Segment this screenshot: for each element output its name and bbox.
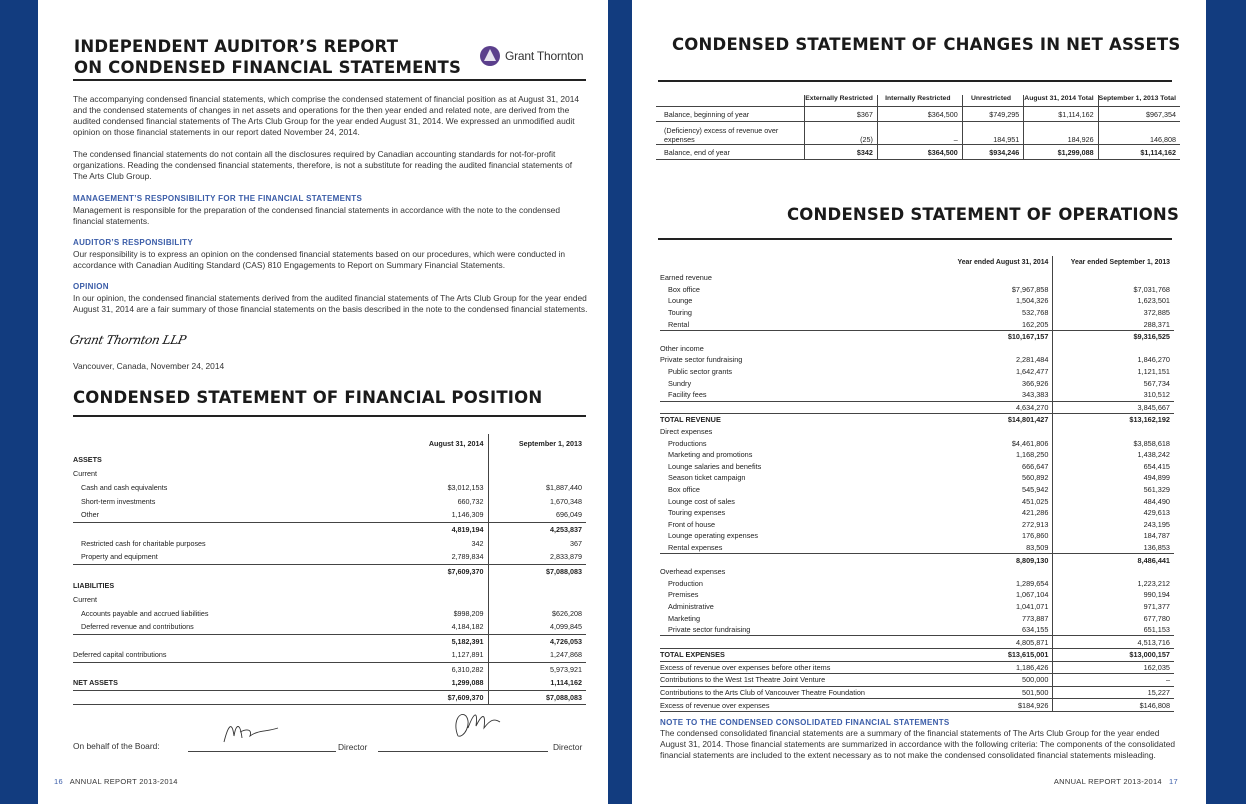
- fp-row-label: Other: [81, 510, 99, 520]
- ops-row-label: Overhead expenses: [660, 567, 726, 577]
- ops-row-2014: 451,025: [940, 495, 1053, 507]
- ops-row-2013: [1053, 272, 1174, 284]
- fp-row-2013: [488, 578, 586, 592]
- table-row: [73, 606, 586, 620]
- ops-row-2013: 243,195: [1143, 519, 1170, 529]
- table-row: [660, 624, 1174, 636]
- firm-signature: Grant Thornton LLP: [68, 333, 188, 347]
- ops-row-label: Public sector grants: [668, 367, 733, 377]
- fp-row-2014: $998,209: [390, 606, 488, 620]
- fp-row-2014: 6,310,282: [390, 662, 488, 676]
- table-row: [660, 661, 1174, 674]
- table-row: [660, 674, 1174, 687]
- table-row: [73, 662, 586, 676]
- ops-row-2013: –: [1053, 674, 1174, 687]
- table-row: [660, 343, 1174, 355]
- fp-row-label: [73, 522, 390, 536]
- fp-row-2013: $626,208: [552, 608, 582, 618]
- ops-row-2014: 421,286: [940, 507, 1053, 519]
- table-row: [73, 452, 586, 466]
- right-footer-text: ANNUAL REPORT 2013-2014: [1053, 777, 1162, 786]
- cna-row-value: $367: [805, 107, 878, 122]
- ops-row-label: Season ticket campaign: [668, 473, 746, 483]
- table-row: [73, 578, 586, 592]
- ops-row-2013: [1053, 426, 1174, 438]
- table-row: [660, 636, 1174, 649]
- note-heading: NOTE TO THE CONDENSED CONSOLIDATED FINANCIAL STATEMENTS: [660, 718, 950, 727]
- table-row: [660, 601, 1174, 613]
- fp-row-label: Restricted cash for charitable purposes: [81, 538, 206, 548]
- ops-row-label: TOTAL EXPENSES: [660, 649, 940, 662]
- ops-row-2014: 1,067,104: [940, 589, 1053, 601]
- cna-row-value: 184,951: [962, 122, 1024, 145]
- table-row: [660, 577, 1174, 589]
- ops-row-2014: 1,289,654: [940, 577, 1053, 589]
- cna-row-value: –: [877, 122, 962, 145]
- ops-row-2013: 651,153: [1053, 624, 1174, 636]
- fp-row-2013: $7,088,083: [488, 690, 586, 704]
- table-row: [660, 437, 1174, 449]
- ops-row-2014: 2,281,484: [940, 354, 1053, 366]
- fp-row-2014: $7,609,370: [390, 690, 488, 704]
- financial-position-rule: [73, 415, 586, 417]
- ops-row-2014: 1,504,326: [940, 295, 1053, 307]
- table-row: [73, 564, 586, 578]
- fp-row-2013: 1,670,348: [550, 496, 582, 506]
- ops-row-2014: 532,768: [940, 307, 1053, 319]
- ops-row-2013: 561,329: [1143, 484, 1170, 494]
- ops-row-2014: [940, 343, 1053, 355]
- changes-table: [656, 95, 1180, 160]
- management-heading: MANAGEMENT’S RESPONSIBILITY FOR THE FINANCIAL STATEMENTS: [73, 194, 363, 203]
- cna-row-label: Balance, beginning of year: [656, 107, 805, 122]
- ops-row-2013: $9,316,525: [1053, 330, 1174, 342]
- table-row: [73, 522, 586, 536]
- table-row: [660, 566, 1174, 578]
- cna-row-value: $364,500: [877, 145, 962, 160]
- ops-row-label: Private sector fundraising: [660, 624, 940, 636]
- operations-title: CONDENSED STATEMENT OF OPERATIONS: [787, 205, 1180, 224]
- auditor-heading: AUDITOR’S RESPONSIBILITY: [73, 238, 193, 247]
- table-row: [660, 461, 1174, 473]
- ops-row-2013: 990,194: [1143, 590, 1170, 600]
- table-row: [660, 699, 1174, 712]
- left-footer: [54, 777, 178, 786]
- director-label-2: Director: [553, 742, 583, 752]
- cna-row-value: $749,295: [962, 107, 1024, 122]
- table-row: [660, 530, 1174, 542]
- board-label: On behalf of the Board:: [73, 741, 160, 751]
- ops-row-2014: 1,642,477: [940, 366, 1053, 378]
- fp-row-label: Short-term investments: [81, 496, 156, 506]
- table-row: [660, 589, 1174, 601]
- cna-row-value: 184,926: [1024, 122, 1098, 145]
- left-footer-text: ANNUAL REPORT 2013-2014: [69, 777, 178, 786]
- ops-row-2013: [1053, 566, 1174, 578]
- fp-row-label: LIABILITIES: [73, 580, 115, 590]
- ops-row-2014: 272,913: [940, 518, 1053, 530]
- ops-row-2013: 1,121,151: [1137, 367, 1170, 377]
- fp-row-2014: 1,127,891: [390, 648, 488, 662]
- cna-row-value: $1,299,088: [1024, 145, 1098, 160]
- cna-head-4: September 1, 2013 Total: [1098, 95, 1180, 107]
- logo-mark-icon: [480, 46, 500, 66]
- ops-row-label: [660, 401, 940, 414]
- ops-row-label: [660, 554, 940, 566]
- table-row: [660, 318, 1174, 330]
- ops-row-label: Rental expenses: [660, 542, 940, 554]
- fp-row-2014: $3,012,153: [390, 480, 488, 494]
- ops-row-2013: 1,438,242: [1137, 450, 1170, 460]
- table-row: [660, 484, 1174, 496]
- ops-row-label: Sundry: [668, 378, 692, 388]
- ops-row-2013: $7,031,768: [1133, 284, 1170, 294]
- ops-row-label: Box office: [668, 484, 700, 494]
- ops-row-2014: [940, 426, 1053, 438]
- ops-row-label: Other income: [660, 343, 704, 353]
- fp-row-label: Property and equipment: [81, 552, 158, 562]
- ops-row-label: Lounge operating expenses: [668, 531, 759, 541]
- fp-row-label: ASSETS: [73, 454, 102, 464]
- fp-row-2013: $1,887,440: [546, 482, 582, 492]
- ops-row-2013: 4,513,716: [1053, 636, 1174, 649]
- fp-row-2014: 1,299,088: [390, 676, 488, 690]
- signature-line-2: [378, 751, 548, 752]
- ops-row-2014: [940, 566, 1053, 578]
- ops-row-2014: 1,041,071: [940, 601, 1053, 613]
- ops-row-label: Lounge salaries and benefits: [668, 461, 762, 471]
- fp-row-2013: 4,726,053: [488, 634, 586, 648]
- table-row: [656, 107, 1180, 122]
- fp-row-2014: [390, 592, 488, 606]
- table-row: [660, 272, 1174, 284]
- ops-row-2014: $13,615,001: [940, 649, 1053, 662]
- ops-row-2014: 8,809,130: [940, 554, 1053, 566]
- ops-row-2013: 567,734: [1143, 378, 1170, 388]
- ops-row-label: Direct expenses: [660, 427, 713, 437]
- table-row: [73, 592, 586, 606]
- ops-row-2014: $184,926: [940, 699, 1053, 712]
- ops-row-2013: 310,512: [1053, 389, 1174, 401]
- ops-row-2013: 372,885: [1143, 308, 1170, 318]
- ops-label-header: [660, 256, 940, 272]
- cna-row-value: $967,354: [1098, 107, 1180, 122]
- ops-row-2013: 971,377: [1143, 601, 1170, 611]
- ops-row-label: Production: [668, 578, 703, 588]
- ops-row-2014: 83,509: [940, 542, 1053, 554]
- cna-row-label: Balance, end of year: [656, 145, 805, 160]
- grant-thornton-logo: [480, 45, 583, 67]
- fp-row-2013: 367: [570, 538, 582, 548]
- table-row: [73, 634, 586, 648]
- director-label-1: Director: [338, 742, 368, 752]
- ops-row-2013: 162,035: [1053, 661, 1174, 674]
- title-line-2: ON CONDENSED FINANCIAL STATEMENTS: [74, 58, 462, 77]
- ops-col-2013: Year ended September 1, 2013: [1070, 259, 1170, 266]
- table-row: [73, 690, 586, 704]
- table-row: [656, 122, 1180, 145]
- fp-row-label: Deferred revenue and contributions: [81, 622, 194, 632]
- fp-row-2013: $7,088,083: [488, 564, 586, 578]
- fp-row-2014: $7,609,370: [390, 564, 488, 578]
- ops-row-2014: $14,801,427: [940, 414, 1053, 426]
- financial-position-title: CONDENSED STATEMENT OF FINANCIAL POSITION: [73, 388, 543, 407]
- cna-head-1: Internally Restricted: [877, 95, 962, 107]
- ops-row-2013: 3,845,667: [1053, 401, 1174, 414]
- ops-row-2014: 1,168,250: [940, 449, 1053, 461]
- fp-row-2013: [488, 592, 586, 606]
- ops-row-2013: 654,415: [1143, 461, 1170, 471]
- fp-row-2014: 660,732: [390, 494, 488, 508]
- ops-row-label: Excess of revenue over expenses: [660, 699, 940, 712]
- fp-row-label: [73, 564, 390, 578]
- fp-row-2013: 4,099,845: [550, 622, 582, 632]
- right-page: [632, 0, 1206, 804]
- table-row: [660, 307, 1174, 319]
- ops-row-2014: 560,892: [940, 472, 1053, 484]
- auditor-text: Our responsibility is to express an opinion on the condensed financial statements based on our procedures, which were conducted in accordance with Canadian Auditing Standard (CAS) 810 Engagements to Report on Summary Financial Statements.: [73, 249, 566, 270]
- fp-col-2014: August 31, 2014: [390, 434, 488, 452]
- cna-row-value: $342: [805, 145, 878, 160]
- table-row: [73, 536, 586, 550]
- ops-row-2013: $13,000,157: [1053, 649, 1174, 662]
- opinion-heading: OPINION: [73, 282, 109, 291]
- ops-row-2013: 1,623,501: [1137, 296, 1170, 306]
- ops-row-label: Touring: [668, 308, 692, 318]
- title-rule: [73, 79, 586, 81]
- ops-row-2013: 429,613: [1143, 508, 1170, 518]
- cna-row-value: 146,808: [1098, 122, 1180, 145]
- table-row: [660, 449, 1174, 461]
- changes-title: CONDENSED STATEMENT OF CHANGES IN NET ASSETS: [672, 35, 1181, 54]
- table-row: [660, 612, 1174, 624]
- fp-label-header: [73, 434, 390, 452]
- table-row: [660, 472, 1174, 484]
- table-row: [660, 518, 1174, 530]
- left-page: [38, 0, 608, 804]
- auditor-report-title: [74, 36, 461, 78]
- cna-head-3: August 31, 2014 Total: [1024, 95, 1098, 107]
- table-row: [73, 466, 586, 480]
- ops-row-2014: 343,383: [940, 389, 1053, 401]
- ops-row-label: Lounge cost of sales: [668, 496, 735, 506]
- ops-row-label: Touring expenses: [668, 508, 726, 518]
- ops-row-2014: 500,000: [940, 674, 1053, 687]
- table-row: [660, 284, 1174, 296]
- ops-row-2013: $3,858,618: [1133, 438, 1170, 448]
- fp-row-2014: 5,182,391: [390, 634, 488, 648]
- ops-row-2014: 162,205: [940, 318, 1053, 330]
- table-row: [660, 366, 1174, 378]
- place-date: Vancouver, Canada, November 24, 2014: [73, 361, 225, 371]
- table-row: [660, 377, 1174, 389]
- ops-row-label: TOTAL REVENUE: [660, 414, 940, 426]
- table-row: [660, 414, 1174, 426]
- ops-row-label: Premises: [668, 590, 699, 600]
- ops-row-2013: [1053, 343, 1174, 355]
- table-row: [73, 494, 586, 508]
- ops-row-2013: $13,162,192: [1053, 414, 1174, 426]
- table-row: [660, 649, 1174, 662]
- fp-row-label: Current: [73, 468, 97, 478]
- table-row: [73, 676, 586, 690]
- fp-row-2014: 342: [390, 536, 488, 550]
- ops-row-label: Private sector fundraising: [660, 355, 743, 365]
- fp-row-2014: [390, 452, 488, 466]
- disclosure-paragraph: The condensed financial statements do not contain all the disclosures required by Canadian accounting standards for not-for-profit organizations. Reading the condensed financial statements, therefore, is not a substitute for reading the audited financial statements of The Arts Club Group.: [73, 149, 573, 181]
- ops-row-2014: 176,860: [940, 530, 1053, 542]
- cna-row-value: $364,500: [877, 107, 962, 122]
- ops-row-label: Administrative: [668, 601, 714, 611]
- signature-line-1: [188, 751, 336, 752]
- fp-row-label: Deferred capital contributions: [73, 650, 167, 660]
- ops-row-label: Contributions to the West 1st Theatre Joint Venture: [660, 674, 940, 687]
- ops-row-2014: 1,186,426: [940, 661, 1053, 674]
- fp-row-2014: [390, 578, 488, 592]
- table-row: [73, 508, 586, 522]
- fp-col-2013: September 1, 2013: [518, 438, 582, 448]
- table-row: [660, 330, 1174, 342]
- ops-row-2013: 1,846,270: [1137, 355, 1170, 365]
- note-text: The condensed consolidated financial statements are a summary of the financial statements of The Arts Club Group for the year ended August 31, 2014. Those financial statements are summarized in accordance with the following criteria: The components of the consolidated financial statements are included to the extent necessary as to not make the condensed consolidated financial statements misleading.: [660, 728, 1176, 760]
- ops-row-2014: 366,926: [940, 377, 1053, 389]
- ops-row-2014: 634,155: [940, 624, 1053, 636]
- table-row: [73, 648, 586, 662]
- fp-row-2013: 1,247,868: [550, 650, 582, 660]
- ops-row-2013: $146,808: [1053, 699, 1174, 712]
- cna-row-label: (Deficiency) excess of revenue over expenses: [656, 122, 805, 145]
- financial-position-table: [73, 434, 586, 705]
- table-row: [660, 507, 1174, 519]
- ops-row-label: Front of house: [668, 519, 716, 529]
- fp-row-2013: 5,973,921: [488, 662, 586, 676]
- operations-rule: [658, 238, 1172, 240]
- fp-row-2014: 2,789,834: [390, 550, 488, 564]
- table-row: [660, 426, 1174, 438]
- table-row: [660, 354, 1174, 366]
- cna-row-value: $1,114,162: [1024, 107, 1098, 122]
- cna-head-0: Externally Restricted: [805, 95, 878, 107]
- fp-row-2014: 4,819,194: [390, 522, 488, 536]
- ops-row-label: Marketing: [668, 613, 701, 623]
- ops-row-2014: 773,887: [940, 612, 1053, 624]
- ops-col-2014: Year ended August 31, 2014: [940, 256, 1053, 272]
- ops-row-2014: [940, 272, 1053, 284]
- opinion-text: In our opinion, the condensed financial statements derived from the audited financial statements of The Arts Club Group for the year ended August 31, 2014 are a fair summary of those financial statements on the basis described in the note to the condensed financial statements.: [73, 293, 588, 314]
- ops-row-2013: 8,486,441: [1053, 554, 1174, 566]
- ops-row-2013: 484,490: [1143, 496, 1170, 506]
- operations-table: [660, 256, 1174, 712]
- table-row: [660, 295, 1174, 307]
- fp-row-2013: 2,833,879: [550, 552, 582, 562]
- ops-row-label: Excess of revenue over expenses before other items: [660, 661, 940, 674]
- ops-row-label: Productions: [668, 438, 707, 448]
- fp-row-label: Cash and cash equivalents: [81, 482, 168, 492]
- fp-row-2013: [488, 466, 586, 480]
- table-row: [660, 542, 1174, 554]
- fp-row-label: [73, 634, 390, 648]
- fp-row-label: [73, 662, 390, 676]
- title-line-1: INDEPENDENT AUDITOR’S REPORT: [74, 37, 399, 56]
- fp-row-label: Accounts payable and accrued liabilities: [81, 608, 209, 618]
- intro-paragraph: The accompanying condensed financial statements, which comprise the condensed statement of financial position as at August 31, 2014 and the condensed statements of changes in net assets and operations for the then year ended and related note, are derived from the audited condensed financial statements of The Arts Club Group for the year ended August 31, 2014. We expressed an unmodified audit opinion on those financial statements in our report dated November 24, 2014.: [73, 94, 580, 137]
- fp-row-2013: 696,049: [556, 510, 582, 520]
- fp-row-2013: 4,253,837: [488, 522, 586, 536]
- director-signature-1: [218, 718, 288, 746]
- ops-row-label: [660, 330, 940, 342]
- ops-row-label: Rental: [660, 318, 940, 330]
- table-row: [73, 620, 586, 634]
- ops-row-2013: 677,780: [1143, 613, 1170, 623]
- table-row: [660, 554, 1174, 566]
- ops-row-label: Earned revenue: [660, 273, 712, 283]
- table-row: [660, 686, 1174, 699]
- fp-row-2014: 1,146,309: [390, 508, 488, 522]
- ops-row-2014: 4,805,871: [940, 636, 1053, 649]
- table-row: [660, 401, 1174, 414]
- ops-row-label: Box office: [668, 284, 700, 294]
- ops-row-2014: $10,167,157: [940, 330, 1053, 342]
- ops-row-2014: 666,647: [940, 461, 1053, 473]
- table-row: [660, 495, 1174, 507]
- left-page-number: 16: [54, 777, 63, 786]
- management-text: Management is responsible for the preparation of the condensed financial statements in accordance with the note to the condensed financial statements.: [73, 205, 560, 226]
- ops-row-label: Lounge: [668, 296, 693, 306]
- table-row: [660, 389, 1174, 401]
- ops-row-2014: $7,967,858: [940, 284, 1053, 296]
- fp-row-label: Current: [73, 594, 97, 604]
- ops-row-label: [660, 636, 940, 649]
- table-row: [73, 480, 586, 494]
- table-row: [656, 145, 1180, 160]
- cna-head-2: Unrestricted: [962, 95, 1024, 107]
- ops-row-2013: 15,227: [1053, 686, 1174, 699]
- table-row: [73, 550, 586, 564]
- ops-row-2014: 501,500: [940, 686, 1053, 699]
- fp-row-label: NET ASSETS: [73, 678, 118, 688]
- fp-row-2014: 4,184,182: [390, 620, 488, 634]
- ops-row-2013: 184,787: [1143, 531, 1170, 541]
- cna-row-value: $1,114,162: [1098, 145, 1180, 160]
- ops-row-2014: 4,634,270: [940, 401, 1053, 414]
- ops-row-2013: 494,899: [1143, 473, 1170, 483]
- fp-row-label: [73, 690, 390, 704]
- cna-row-value: (25): [805, 122, 878, 145]
- cna-label-header: [656, 95, 805, 107]
- logo-text: Grant Thornton: [505, 49, 584, 63]
- ops-row-2014: $4,461,806: [940, 437, 1053, 449]
- ops-row-2013: 136,853: [1053, 542, 1174, 554]
- right-page-number: 17: [1169, 777, 1178, 786]
- director-signature-2: [450, 706, 506, 742]
- fp-row-2014: [390, 466, 488, 480]
- ops-row-label: Marketing and promotions: [668, 450, 753, 460]
- fp-row-2013: [488, 452, 586, 466]
- right-footer: [1054, 777, 1178, 786]
- ops-row-label: Facility fees: [660, 389, 940, 401]
- ops-row-2014: 545,942: [940, 484, 1053, 496]
- fp-row-2013: 1,114,162: [550, 678, 582, 688]
- ops-row-2013: 1,223,212: [1137, 578, 1170, 588]
- ops-row-label: Contributions to the Arts Club of Vancouver Theatre Foundation: [660, 686, 940, 699]
- ops-row-2013: 288,371: [1053, 318, 1174, 330]
- changes-rule: [658, 80, 1172, 82]
- cna-row-value: $934,246: [962, 145, 1024, 160]
